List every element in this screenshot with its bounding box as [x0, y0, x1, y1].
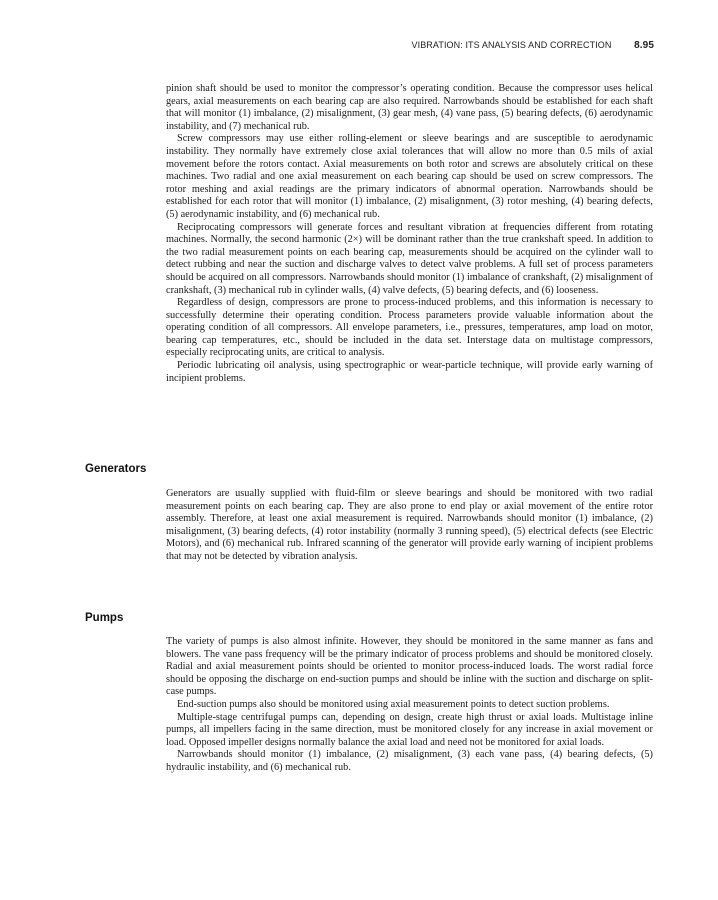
paragraph: The variety of pumps is also almost infinite. However, they should be monitored in the same manner as fans and blowers. The vane pass frequency will be the primary indicator of process problems and should be monitored closely. Radial and axial measurement points should be oriented to monitor process-induced loads. The worst radial force should be opposing the discharge on end-suction pumps and should be inline with the suction and discharge on split-case pumps. [166, 636, 653, 698]
paragraph: Multiple-stage centrifugal pumps can, depending on design, create high thrust or axial loads. Multistage inline pumps, all impellers facing in the same direction, must be monitored closely for any increase in axial movement or load. Opposed impeller designs normally balance the axial load and need not be monitored for axial loads. [166, 711, 653, 748]
generators-section-body [166, 488, 653, 564]
section-heading-generators: Generators [85, 463, 147, 475]
paragraph: Periodic lubricating oil analysis, using spectrographic or wear-particle technique, will provide early warning of incipient problems. [166, 360, 653, 384]
pumps-section-body [166, 636, 653, 775]
paragraph: Regardless of design, compressors are prone to process-induced problems, and this information is necessary to successfully determine their operating condition. Process parameters provide valuable information about the operating condition of all compressors. All envelope parameters, i.e., pressures, temperatures, amp load on motor, bearing cap temperatures, etc., should be included in the data set. Interstage data on multistage compressors, especially reciprocating units, are critical to analysis. [166, 297, 653, 359]
compressor-continuation-block [166, 83, 653, 385]
running-head [412, 40, 655, 51]
paragraph: End-suction pumps also should be monitored using axial measurement points to detect suction problems. [177, 698, 610, 710]
paragraph: Screw compressors may use either rolling-element or sleeve bearings and are susceptible to aerodynamic instability. They normally have extremely close axial tolerances that will allow no more than 0.5 mils of axial movement before the rotors contact. Axial measurements on both rotor and screws are absolutely critical on these machines. Two radial and one axial measurement on each bearing cap should be used on screw compressors. The rotor meshing and axial readings are the primary indicators of abnormal operation. Narrowbands should be established for each rotor that will monitor (1) imbalance, (2) misalignment, (3) rotor meshing, (4) bearing defects, (5) aerodynamic instability, and (6) mechanical rub. [166, 133, 653, 220]
section-heading-pumps: Pumps [85, 612, 124, 624]
paragraph: Reciprocating compressors will generate forces and resultant vibration at frequencies different from rotating machines. Normally, the second harmonic (2×) will be dominant rather than the true crankshaft speed. In addition to the two radial measurement points on each bearing cap, measurements should be acquired on the cylinder wall to detect rubbing and near the suction and discharge valves to detect valve problems. A full set of process parameters should be acquired on all compressors. Narrowbands should monitor (1) imbalance of crankshaft, (2) misalignment of crankshaft, (3) mechanical rub in cylinder walls, (4) valve defects, (5) bearing defects, and (6) looseness. [166, 221, 653, 296]
paragraph: Narrowbands should monitor (1) imbalance, (2) misalignment, (3) each vane pass, (4) bearing defects, (5) hydraulic instability, and (6) mechanical rub. [166, 749, 653, 773]
running-title: VIBRATION: ITS ANALYSIS AND CORRECTION [411, 40, 612, 50]
paragraph: Generators are usually supplied with fluid-film or sleeve bearings and should be monitored with two radial measurement points on each bearing cap. They are also prone to end play or axial movement of the entire rotor assembly. Therefore, at least one axial measurement is required. Narrowbands should monitor (1) imbalance, (2) misalignment, (3) bearing defects, (4) rotor instability (normally 3 running speed), (5) electrical defects (see Electric Motors), and (6) mechanical rub. Infrared scanning of the generator will provide early warning of incipient problems that may not be detected by vibration analysis. [166, 488, 653, 562]
paragraph: pinion shaft should be used to monitor the compressor’s operating condition. Because the compressor uses helical gears, axial measurements on each bearing cap are also required. Narrowbands should be established for each shaft that will monitor (1) imbalance, (2) misalignment, (3) gear mesh, (4) vane pass, (5) bearing defects, (6) aerodynamic instability, and (7) mechanical rub. [166, 83, 653, 132]
page-number: 8.95 [634, 40, 654, 51]
